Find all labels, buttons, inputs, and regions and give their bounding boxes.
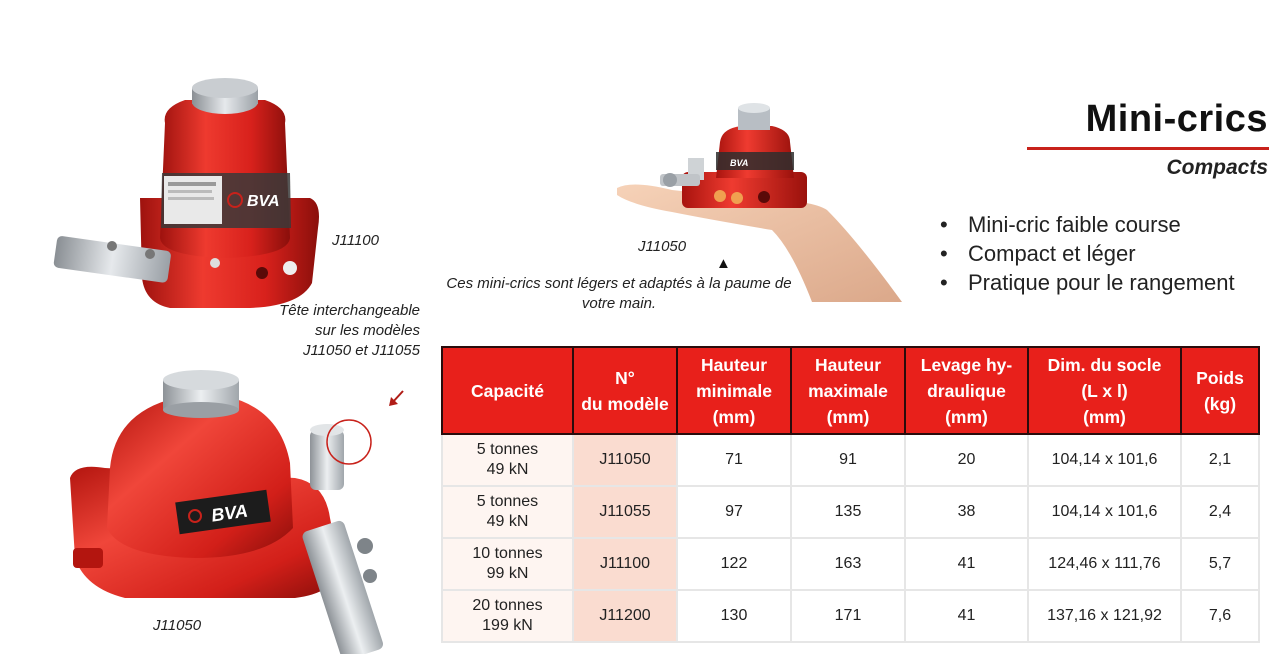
cell-max-height: 163 <box>791 538 905 590</box>
palm-note: Ces mini-crics sont légers et adaptés à la paume de votre main. <box>446 275 792 312</box>
header-capacity: Capacité <box>442 347 573 434</box>
title-underline <box>1027 147 1269 150</box>
cell-capacity: 10 tonnes 99 kN <box>442 538 573 590</box>
cell-min-height: 122 <box>677 538 791 590</box>
feature-list <box>940 210 1235 297</box>
table-row <box>442 538 1259 590</box>
cell-capacity: 20 tonnes 199 kN <box>442 590 573 642</box>
cell-model: J11050 <box>573 434 677 486</box>
feature-item: • Compact et léger <box>940 241 1136 266</box>
header-weight: Poids (kg) <box>1181 347 1259 434</box>
bva-logo-small: BVA <box>730 158 749 168</box>
cell-base-dim: 137,16 x 121,92 <box>1028 590 1181 642</box>
header-max-height: Hauteur maximale (mm) <box>791 347 905 434</box>
cell-model: J11100 <box>573 538 677 590</box>
cell-model: J11200 <box>573 590 677 642</box>
caption-j11100: J11100 <box>332 232 379 249</box>
jack-photo-j11050 <box>65 368 405 654</box>
spec-table <box>441 346 1260 643</box>
feature-item: • Pratique pour le rangement <box>940 270 1235 295</box>
cell-capacity: 5 tonnes 49 kN <box>442 486 573 538</box>
cell-base-dim: 104,14 x 101,6 <box>1028 434 1181 486</box>
cell-lift: 38 <box>905 486 1028 538</box>
cell-lift: 41 <box>905 590 1028 642</box>
table-row <box>442 486 1259 538</box>
header-hydraulic-lift: Levage hy- draulique (mm) <box>905 347 1028 434</box>
cell-weight: 2,4 <box>1181 486 1259 538</box>
interchange-note: Tête interchangeable sur les modèles J11050 et J11055 <box>279 302 420 359</box>
cell-lift: 41 <box>905 538 1028 590</box>
bva-logo-large: BVA <box>210 500 250 526</box>
table-header-row <box>442 347 1259 434</box>
cell-max-height: 91 <box>791 434 905 486</box>
jack-photo-j11100 <box>50 78 330 313</box>
cell-min-height: 71 <box>677 434 791 486</box>
page-title: Mini-crics <box>1085 98 1268 140</box>
hand-with-jack-photo <box>612 100 902 302</box>
cell-capacity: 5 tonnes 49 kN <box>442 434 573 486</box>
table-row <box>442 434 1259 486</box>
header-model: N° du modèle <box>573 347 677 434</box>
caption-j11050-bottom: J11050 <box>153 617 202 634</box>
bva-logo: BVA <box>247 193 280 210</box>
header-base-dim: Dim. du socle (L x l) (mm) <box>1028 347 1181 434</box>
cell-weight: 2,1 <box>1181 434 1259 486</box>
cell-model: J11055 <box>573 486 677 538</box>
cell-min-height: 97 <box>677 486 791 538</box>
cell-lift: 20 <box>905 434 1028 486</box>
table-row <box>442 590 1259 642</box>
feature-item: • Mini-cric faible course <box>940 212 1181 237</box>
cell-base-dim: 124,46 x 111,76 <box>1028 538 1181 590</box>
cell-max-height: 171 <box>791 590 905 642</box>
cell-weight: 7,6 <box>1181 590 1259 642</box>
cell-max-height: 135 <box>791 486 905 538</box>
caption-j11050-top: J11050 <box>638 238 687 255</box>
page-subtitle: Compacts <box>1166 156 1268 179</box>
cell-base-dim: 104,14 x 101,6 <box>1028 486 1181 538</box>
header-min-height: Hauteur minimale (mm) <box>677 347 791 434</box>
cell-min-height: 130 <box>677 590 791 642</box>
arrow-up-icon: ▲ <box>716 255 731 272</box>
cell-weight: 5,7 <box>1181 538 1259 590</box>
